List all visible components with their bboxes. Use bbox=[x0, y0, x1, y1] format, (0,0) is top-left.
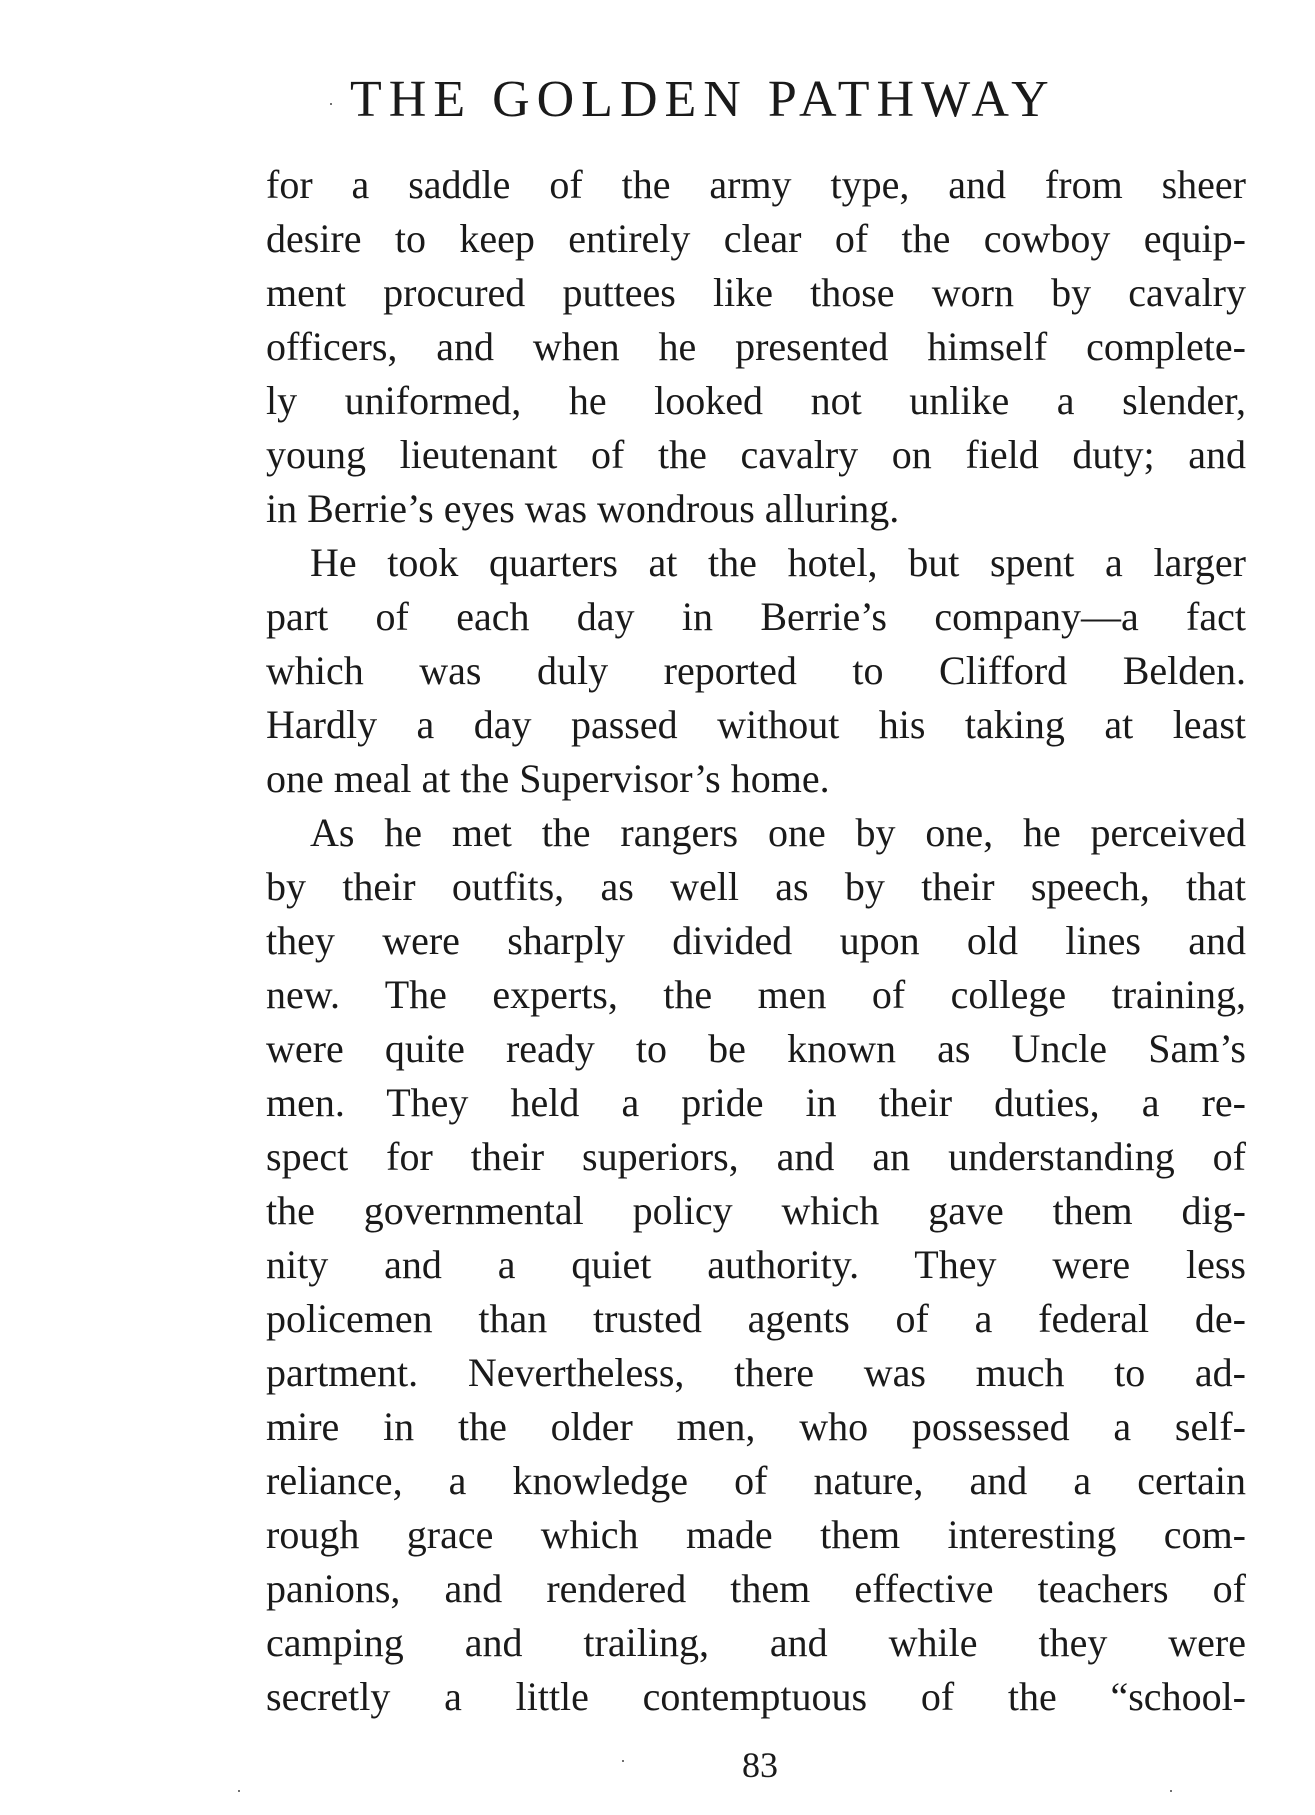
text-line: officers, and when he presented himself complete- bbox=[266, 324, 1246, 369]
paragraph-2 bbox=[266, 536, 1246, 806]
text-line: partment. Nevertheless, there was much to ad- bbox=[266, 1350, 1246, 1395]
text-line: policemen than trusted agents of a federal de- bbox=[266, 1296, 1246, 1341]
text-line: part of each day in Berrie’s company—a fact bbox=[266, 594, 1246, 639]
body-text bbox=[266, 158, 1246, 1724]
text-line: the governmental policy which gave them dig- bbox=[266, 1188, 1246, 1233]
scan-speck bbox=[1170, 1790, 1172, 1792]
text-line: men. They held a pride in their duties, a re- bbox=[266, 1080, 1246, 1125]
text-line: desire to keep entirely clear of the cowboy equip- bbox=[266, 216, 1246, 261]
text-line: they were sharply divided upon old lines and bbox=[266, 918, 1246, 963]
scan-speck bbox=[622, 1760, 624, 1762]
text-line: rough grace which made them interesting com- bbox=[266, 1512, 1246, 1557]
text-line: ment procured puttees like those worn by cavalry bbox=[266, 270, 1246, 315]
text-line: He took quarters at the hotel, but spent a larger bbox=[310, 540, 1246, 585]
page-number: 83 bbox=[742, 1745, 778, 1785]
text-line: spect for their superiors, and an understanding of bbox=[266, 1134, 1246, 1179]
paragraph-3 bbox=[266, 806, 1246, 1724]
text-line: ly uniformed, he looked not unlike a slender, bbox=[266, 378, 1246, 423]
text-line: for a saddle of the army type, and from sheer bbox=[266, 162, 1246, 207]
text-line: panions, and rendered them effective teachers of bbox=[266, 1566, 1246, 1611]
text-line: camping and trailing, and while they were bbox=[266, 1620, 1246, 1665]
text-line: in Berrie’s eyes was wondrous alluring. bbox=[266, 486, 900, 531]
text-line: by their outfits, as well as by their speech, that bbox=[266, 864, 1246, 909]
running-head: THE GOLDEN PATHWAY bbox=[350, 71, 1056, 128]
text-line: mire in the older men, who possessed a self- bbox=[266, 1404, 1246, 1449]
text-line: nity and a quiet authority. They were less bbox=[266, 1242, 1246, 1287]
scan-speck bbox=[330, 103, 332, 105]
text-line: secretly a little contemptuous of the “school- bbox=[266, 1674, 1246, 1719]
text-line: new. The experts, the men of college training, bbox=[266, 972, 1246, 1017]
text-line: were quite ready to be known as Uncle Sam’s bbox=[266, 1026, 1246, 1071]
paragraph-1 bbox=[266, 158, 1246, 536]
scan-speck bbox=[238, 1790, 240, 1792]
text-line: reliance, a knowledge of nature, and a certain bbox=[266, 1458, 1246, 1503]
text-line: which was duly reported to Clifford Belden. bbox=[266, 648, 1246, 693]
text-line: one meal at the Supervisor’s home. bbox=[266, 756, 830, 801]
text-line: As he met the rangers one by one, he perceived bbox=[310, 810, 1246, 855]
text-line: Hardly a day passed without his taking at least bbox=[266, 702, 1246, 747]
text-line: young lieutenant of the cavalry on field duty; and bbox=[266, 432, 1246, 477]
